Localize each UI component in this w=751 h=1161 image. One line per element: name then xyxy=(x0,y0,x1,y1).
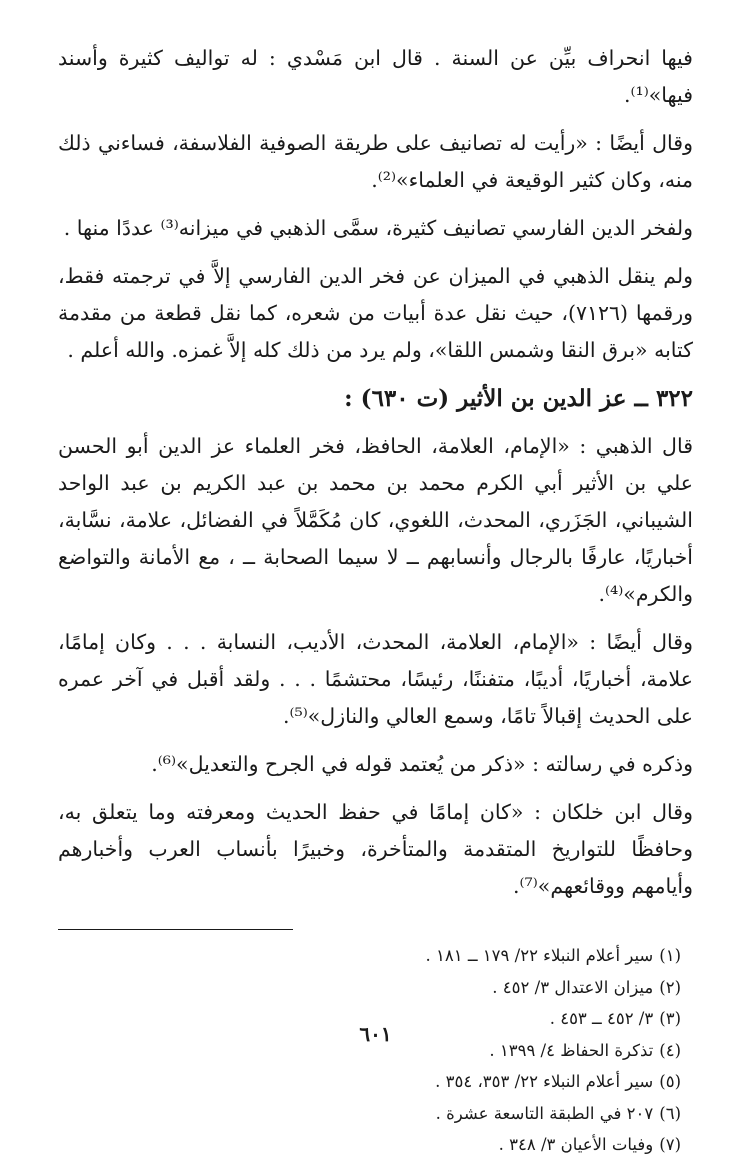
paragraph: وقال أيضًا : «الإمام، العلامة، المحدث، الأديب، النسابة . . . وكان إمامًا، علامة، أخباريًا، أديبًا، متفننًا، رئيسًا، محتشمًا . . . ولقد أقبل في آخر عمره على الحديث إقبالاً تامًا، وسمع العالي والنازل»⁽⁵⁾. xyxy=(58,630,693,728)
paragraph: ولم ينقل الذهبي في الميزان عن فخر الدين الفارسي إلاَّ في ترجمته فقط، ورقمها (٧١٢٦)، حيث نقل عدة أبيات من شعره، كما نقل قطعة من مقدمة كتابه «برق النقا وشمس اللقا»، ولم يرد من ذلك كله إلاَّ غمزه. والله أعلم . xyxy=(58,264,693,362)
footnote-item xyxy=(58,1098,681,1130)
paragraph: وقال أيضًا : «رأيت له تصانيف على طريقة الصوفية الفلاسفة، فساءني ذلك منه، وكان كثير الوقيعة في العلماء»⁽²⁾. xyxy=(58,131,693,192)
footnote-item xyxy=(58,1066,681,1098)
footnote-number: (٣) xyxy=(659,1009,681,1028)
section-heading: ٣٢٢ ــ عز الدين بن الأثير (ت ٦٣٠) : xyxy=(344,385,693,412)
footnote-text: ميزان الاعتدال ٣/ ٤٥٢ . xyxy=(492,977,654,997)
footnote-text: ٢٠٧ في الطبقة التاسعة عشرة . xyxy=(435,1103,654,1123)
footnote-text: ٣/ ٤٥٢ ــ ٤٥٣ . xyxy=(549,1009,654,1028)
paragraph: ولفخر الدين الفارسي تصانيف كثيرة، سمَّى الذهبي في ميزانه⁽³⁾ عددًا منها . xyxy=(63,216,693,240)
footnote-number: (٦) xyxy=(659,1103,681,1123)
footnote-item xyxy=(58,972,681,1004)
footnote-text: سير أعلام النبلاء ٢٢/ ٣٥٣، ٣٥٤ . xyxy=(435,1072,654,1091)
footnote-number: (١) xyxy=(659,946,681,965)
footnote-text: وفيات الأعيان ٣/ ٣٤٨ . xyxy=(498,1135,654,1154)
paragraph: وذكره في رسالته : «ذكر من يُعتمد قوله في الجرح والتعديل»⁽⁶⁾. xyxy=(151,752,693,776)
footnote-item xyxy=(58,1129,681,1161)
footnote-number: (٤) xyxy=(659,1040,681,1060)
paragraph: قال الذهبي : «الإمام، العلامة، الحافظ، فخر العلماء عز الدين أبو الحسن علي بن الأثير أبي الكرم محمد بن محمد بن عبد الكريم بن عبد الواحد الشيباني، الجَزَري، المحدث، اللغوي، كان مُكَمَّلاً في الفضائل، علامة، نسَّابة، أخباريًا، عارفًا بالرجال وأنسابهم ــ لا سيما الصحابة ــ ، مع الأمانة والتواضع والكرم»⁽⁴⁾. xyxy=(58,434,693,606)
footnote-divider xyxy=(58,929,293,930)
footnote-number: (٧) xyxy=(659,1135,681,1154)
paragraph: فيها انحراف بيِّن عن السنة . قال ابن مَسْدي : له تواليف كثيرة وأسند فيها»⁽¹⁾. xyxy=(58,46,693,107)
footnote-text: سير أعلام النبلاء ٢٢/ ١٧٩ ــ ١٨١ . xyxy=(425,946,654,965)
footnote-text: تذكرة الحفاظ ٤/ ١٣٩٩ . xyxy=(489,1040,654,1060)
page-number: ٦٠١ xyxy=(359,1022,392,1046)
footnote-number: (٢) xyxy=(659,977,681,997)
footnote-item xyxy=(58,940,681,972)
footnote-number: (٥) xyxy=(659,1072,681,1091)
footnotes-list xyxy=(58,940,693,1161)
paragraph: وقال ابن خلكان : «كان إمامًا في حفظ الحديث ومعرفته وما يتعلق به، وحافظًا للتواريخ المتقدمة والمتأخرة، وخبيرًا بأنساب العرب وأخبارهم وأيامهم ووقائعهم»⁽⁷⁾. xyxy=(58,800,693,898)
